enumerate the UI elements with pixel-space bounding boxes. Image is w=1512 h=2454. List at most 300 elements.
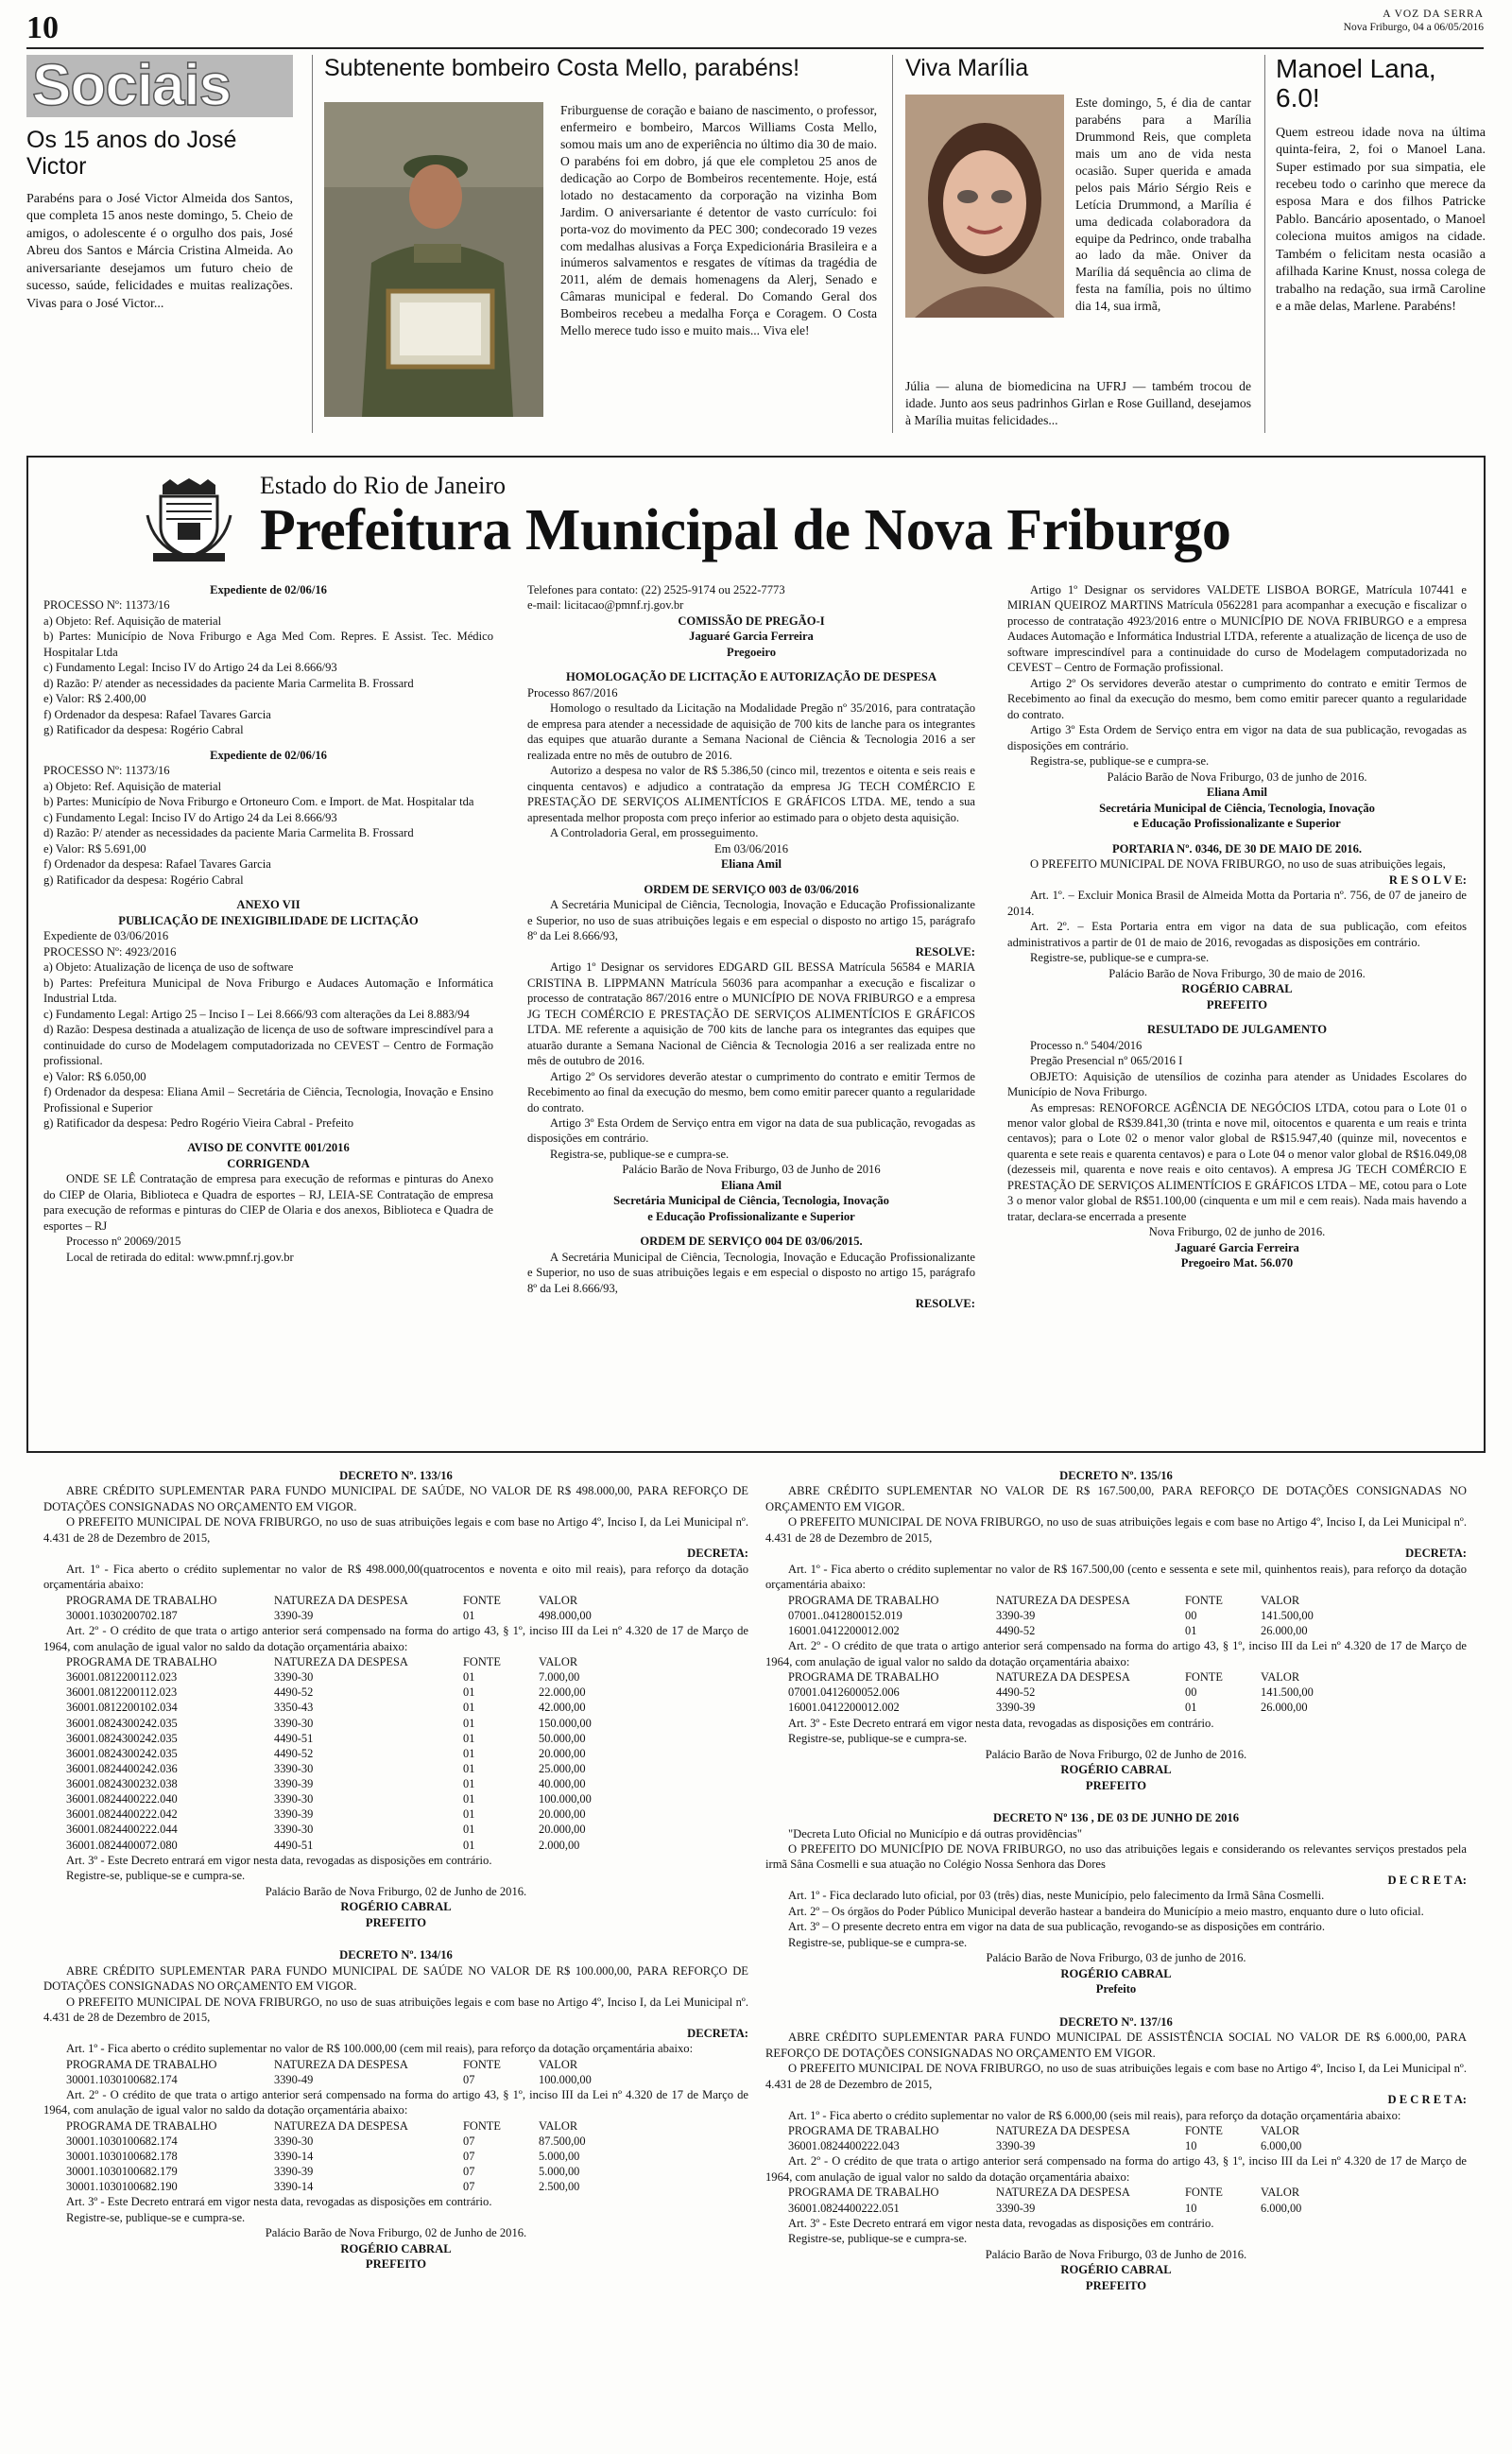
table-cell: 36001.0824300232.038 <box>66 1777 178 1791</box>
table-cell: 22.000,00 <box>539 1685 586 1700</box>
budget-table <box>66 2057 633 2087</box>
column-header: FONTE <box>463 2057 501 2071</box>
column-divider <box>312 55 313 433</box>
notice-paragraph: f) Ordenador da despesa: Rafael Tavares Garcia <box>43 707 271 721</box>
notice-paragraph: c) Fundamento Legal: Inciso IV do Artigo 24 da Lei 8.666/93 <box>43 810 337 824</box>
decree-article: Art. 1º - Fica aberto o crédito suplementar no valor de R$ 498.000,00(quatrocentos e noventa e oito mil reais), para reforço da dotação orçamentária abaixo: <box>43 1562 748 1592</box>
notice-paragraph: e) Valor: R$ 6.050,00 <box>43 1069 146 1083</box>
decree-signature-title: PREFEITO <box>1085 1778 1147 1792</box>
decree-decreta: D E C R E T A: <box>1387 2093 1467 2107</box>
table-cell: 26.000,00 <box>1261 1701 1308 1715</box>
column-header: PROGRAMA DE TRABALHO <box>788 1670 939 1685</box>
table-header-row <box>66 2118 633 2134</box>
column-header: FONTE <box>1185 1593 1223 1607</box>
table-cell: 4490-52 <box>274 1685 314 1700</box>
sociais-banner <box>26 55 293 117</box>
table-cell: 01 <box>463 1807 475 1822</box>
notice-paragraph: Registra-se, publique-se e cumpra-se. <box>1030 754 1210 769</box>
notice-paragraph: A Controladoria Geral, em prosseguimento. <box>550 826 759 840</box>
decree-signature: ROGÉRIO CABRAL <box>1060 1966 1172 1980</box>
decree-registre: Registre-se, publique-se e cumpra-se. <box>66 2210 246 2224</box>
notice-paragraph: Eliana Amil <box>720 1178 782 1192</box>
decree-article: Art. 2º – Os órgãos do Poder Público Municipal deverão hastear a bandeira do Município a meio mastro, enquanto dure o luto oficial. <box>788 1904 1424 1918</box>
notice-paragraph: e) Valor: R$ 2.400,00 <box>43 692 146 706</box>
column-header: VALOR <box>539 2057 578 2071</box>
table-cell: 3390-39 <box>996 2201 1036 2215</box>
table-cell: 5.000,00 <box>539 2150 580 2163</box>
notice-paragraph: Pregão Presencial nº 065/2016 I <box>1030 1054 1183 1068</box>
notice-paragraph: Local de retirada do edital: www.pmnf.rj.gov.br <box>66 1250 294 1264</box>
notice-paragraph: g) Ratificador da despesa: Rogério Cabral <box>43 873 244 887</box>
decree-article: Art. 1º - Fica aberto o crédito suplementar no valor de R$ 167.500,00 (cento e sessenta e sete mil, quinhentos reais), para reforço da dotação orçamentária abaixo: <box>765 1562 1467 1592</box>
table-cell: 00 <box>1185 1609 1197 1622</box>
estado-label: Estado do Rio de Janeiro <box>260 472 506 499</box>
notice-paragraph: Eliana Amil <box>720 857 782 872</box>
notice-paragraph: e Educação Profissionalizante e Superior <box>647 1209 855 1223</box>
notice-paragraph: e-mail: licitacao@pmnf.rj.gov.br <box>527 598 684 613</box>
table-cell: 50.000,00 <box>539 1731 586 1745</box>
notice-paragraph: AVISO DE CONVITE 001/2016 <box>187 1141 350 1155</box>
notice-paragraph: COMISSÃO DE PREGÃO-I <box>678 614 825 628</box>
notice-paragraph: Palácio Barão de Nova Friburgo, 03 de Junho de 2016 <box>622 1163 881 1177</box>
table-cell: 100.000,00 <box>539 1792 592 1806</box>
notice-paragraph: Jaguaré Garcia Ferreira <box>1175 1240 1299 1254</box>
column-header: VALOR <box>539 1655 578 1669</box>
notice-paragraph: g) Ratificador da despesa: Pedro Rogério Vieira Cabral - Prefeito <box>43 1115 354 1130</box>
notice-paragraph: c) Fundamento Legal: Artigo 25 – Inciso I – Lei 8.666/93 com alterações da Lei 8.883/94 <box>43 1007 470 1021</box>
column-header: PROGRAMA DE TRABALHO <box>788 2186 939 2200</box>
spacer <box>527 660 975 669</box>
table-row <box>66 1776 633 1791</box>
table-cell: 36001.0824400222.040 <box>66 1792 178 1806</box>
notice-paragraph: ANEXO VII <box>236 898 301 912</box>
header-rule <box>26 47 1484 49</box>
decree-registre: Registre-se, publique-se e cumpra-se. <box>66 1869 246 1883</box>
decree-article: Art. 2º - O crédito de que trata o artigo anterior será compensado na forma do artigo 43, § 1º, inciso III da Lei nº 4.320 de 17 de Março de 1964, com anulação de igual valor no saldo da dotação orçamentária abaixo: <box>43 1624 748 1653</box>
notice-paragraph: Processo 867/2016 <box>527 685 618 700</box>
notice-paragraph: Pregoeiro <box>727 645 776 659</box>
table-cell: 4490-52 <box>996 1685 1036 1700</box>
table-cell: 3390-30 <box>274 2134 314 2148</box>
decree-registre: Registre-se, publique-se e cumpra-se. <box>788 2232 968 2246</box>
table-cell: 30001.1030100682.174 <box>66 2134 178 2148</box>
decree-signature: ROGÉRIO CABRAL <box>340 1900 452 1914</box>
table-header-row <box>788 1593 1355 1608</box>
table-row <box>788 1700 1355 1715</box>
table-cell: 3390-14 <box>274 2150 314 2163</box>
table-cell: 3390-49 <box>274 2072 314 2086</box>
prefeitura-title: Prefeitura Municipal de Nova Friburgo <box>260 498 1231 562</box>
decree-palacio: Palácio Barão de Nova Friburgo, 02 de Junho de 2016. <box>985 1747 1247 1761</box>
column-header: VALOR <box>1261 2186 1300 2200</box>
table-cell: 3390-30 <box>274 1792 314 1806</box>
table-cell: 87.500,00 <box>539 2134 586 2148</box>
table-cell: 01 <box>463 1716 475 1730</box>
notice-paragraph: PROCESSO Nº: 4923/2016 <box>43 944 177 959</box>
table-cell: 20.000,00 <box>539 1807 586 1822</box>
notice-paragraph: Expediente de 03/06/2016 <box>43 929 169 943</box>
column-header: FONTE <box>1185 2186 1223 2200</box>
column-header: VALOR <box>539 2118 578 2133</box>
decree-article: Art. 2º - O crédito de que trata o artigo anterior será compensado na forma do artigo 43, § 1º, inciso III da Lei nº 4.320 de 17 de Março de 1964, com anulação de igual valor no saldo da dotação orçamentária abaixo: <box>765 1639 1467 1668</box>
decree-article: Art. 3º - Este Decreto entrará em vigor nesta data, revogadas as disposições em contrário. <box>788 2216 1214 2230</box>
decree-decreta: D E C R E T A: <box>1387 1873 1467 1887</box>
column-header: FONTE <box>463 2118 501 2133</box>
notice-paragraph: Expediente de 02/06/16 <box>210 748 327 762</box>
table-row <box>66 1822 633 1837</box>
notice-paragraph: CORRIGENDA <box>227 1156 310 1170</box>
page-number: 10 <box>26 10 59 45</box>
table-cell: 150.000,00 <box>539 1716 592 1730</box>
table-row <box>788 1685 1355 1700</box>
table-header-row <box>66 1593 633 1608</box>
decree-article: Art. 1º - Fica aberto o crédito suplementar no valor de R$ 100.000,00 (cem mil reais), para reforço da dotação orçamentária abaixo: <box>66 2042 694 2056</box>
notice-paragraph: Registre-se, publique-se e cumpra-se. <box>1030 951 1210 965</box>
notice-paragraph: O PREFEITO MUNICIPAL DE NOVA FRIBURGO, no uso de suas atribuições legais, <box>1030 857 1446 872</box>
column-header: PROGRAMA DE TRABALHO <box>788 1593 939 1607</box>
publication-name: A VOZ DA SERRA <box>1383 9 1484 20</box>
notice-paragraph: PUBLICAÇÃO DE INEXIGIBILIDADE DE LICITAÇÃO <box>118 913 419 927</box>
table-header-row <box>66 2057 633 2072</box>
notice-paragraph: Artigo 3º Esta Ordem de Serviço entra em vigor na data de sua publicação, revogadas as disposições em contrário. <box>1007 723 1467 752</box>
table-row <box>788 2138 1355 2153</box>
table-header-row <box>788 2123 1355 2138</box>
table-cell: 4490-51 <box>274 1838 314 1852</box>
table-cell: 3390-39 <box>274 1609 314 1622</box>
sociais-body: Parabéns para o José Victor Almeida dos Santos, que completa 15 anos neste domingo, 5. Cheio de amigos, o adolescente é o orgulho dos pais, José Abreu dos Santos e Márcia Cristina Almeida. Ao aniversariante desejamos um futuro cheio de sucesso, saúde, felicidades e muitas realizações. Vivas para o José Victor... <box>26 192 293 311</box>
decree-palacio: Palácio Barão de Nova Friburgo, 02 de Junho de 2016. <box>265 1884 527 1898</box>
prefeitura-column-1 <box>43 582 493 1265</box>
column-header: PROGRAMA DE TRABALHO <box>66 1593 217 1607</box>
table-cell: 25.000,00 <box>539 1761 586 1775</box>
notice-paragraph: ORDEM DE SERVIÇO 003 de 03/06/2016 <box>644 882 859 896</box>
decree-article: Art. 3º - Este Decreto entrará em vigor nesta data, revogadas as disposições em contrário. <box>788 1716 1214 1730</box>
table-cell: 07001..0412800152.019 <box>788 1609 902 1622</box>
spacer <box>765 1793 1467 1810</box>
table-cell: 141.500,00 <box>1261 1609 1314 1622</box>
table-cell: 20.000,00 <box>539 1823 586 1837</box>
table-cell: 2.000,00 <box>539 1838 580 1852</box>
decree-palacio: Palácio Barão de Nova Friburgo, 02 de Junho de 2016. <box>265 2226 527 2240</box>
budget-table <box>66 2118 633 2195</box>
notice-paragraph: Processo nº 20069/2015 <box>66 1235 181 1249</box>
notice-paragraph: OBJETO: Aquisição de utensílios de cozinha para atender as Unidades Escolares do Município de Nova Friburgo. <box>1007 1069 1467 1099</box>
notice-paragraph: ROGÉRIO CABRAL <box>1181 982 1293 996</box>
table-cell: 30001.1030100682.190 <box>66 2180 178 2194</box>
notice-paragraph: Artigo 2º Os servidores deverão atestar o cumprimento do contrato e emitir Termos de Recebimento ao final da execução do mesmo, bem como emitir parecer quanto a regularidade do contrato. <box>527 1069 975 1115</box>
notice-paragraph: f) Ordenador da despesa: Eliana Amil – Secretária de Ciência, Tecnologia, Inovação e Ensino Profissional e Superior <box>43 1085 493 1115</box>
notice-paragraph: Secretária Municipal de Ciência, Tecnologia, Inovação <box>1099 801 1375 815</box>
table-cell: 3390-39 <box>274 1777 314 1791</box>
table-row <box>66 1746 633 1761</box>
bombeiro-title: Subtenente bombeiro Costa Mello, parabéns! <box>324 55 800 81</box>
table-cell: 40.000,00 <box>539 1777 586 1791</box>
spacer <box>765 2293 1467 2310</box>
table-cell: 3390-39 <box>996 1609 1036 1622</box>
table-row <box>788 1623 1355 1638</box>
column-header: FONTE <box>463 1593 501 1607</box>
table-cell: 30001.1030100682.178 <box>66 2150 178 2163</box>
decree-preamble: O PREFEITO MUNICIPAL DE NOVA FRIBURGO, no uso de suas atribuições legais e com base no Artigo 4º, Inciso I, da Lei Municipal nº. 4.431 de 28 de Dezembro de 2015, <box>765 2062 1467 2091</box>
notice-paragraph: R E S O L V E: <box>1388 873 1467 887</box>
table-cell: 36001.0824400242.036 <box>66 1761 178 1775</box>
budget-table <box>788 1593 1355 1638</box>
spacer <box>43 1131 493 1140</box>
table-cell: 01 <box>463 1670 475 1685</box>
notice-paragraph: Secretária Municipal de Ciência, Tecnologia, Inovação <box>613 1194 889 1208</box>
decree-title: DECRETO Nº. 133/16 <box>339 1469 453 1482</box>
table-cell: 7.000,00 <box>539 1670 580 1685</box>
column-divider <box>1264 55 1265 433</box>
table-row <box>66 1761 633 1776</box>
notice-paragraph: Art. 2º. – Esta Portaria entra em vigor na data de sua publicação, com efeitos administrativos a partir de 01 de maio de 2016, revogadas as disposições em contrário. <box>1007 920 1467 949</box>
budget-table <box>788 1669 1355 1715</box>
table-cell: 36001.0812200112.023 <box>66 1685 178 1700</box>
table-cell: 30001.1030100682.179 <box>66 2165 178 2179</box>
decree-ementa: "Decreta Luto Oficial no Município e dá outras providências" <box>788 1826 1083 1840</box>
manoel-title: Manoel Lana, 6.0! <box>1276 54 1436 112</box>
notice-paragraph: HOMOLOGAÇÃO DE LICITAÇÃO E AUTORIZAÇÃO DE DESPESA <box>565 670 937 684</box>
table-cell: 01 <box>463 1777 475 1791</box>
notice-paragraph: As empresas: RENOFORCE AGÊNCIA DE NEGÓCIOS LTDA, cotou para o Lote 01 o menor valor global de R$39.841,30 (trinta e nove mil, oitocentos e quarenta e um reais e trinta centavos); para o Lote 02 o menor valor global de R$15.947,40 (quinze mil, novecentos e quarenta e sete reais e quarenta centavos) e para o Lote 04 o menor valor global de R$16.049,08 (dezesseis mil, quarenta e nove reais e oito centavos). A empresa JG TECH COMÉRCIO E PRESTAÇÃO DE SERVIÇOS ALIMENTÍCIOS E GRÁFICOS LTDA – ME, cotou para o Lote 3 o menor valor global de R$51.100,00 (cinquenta e um mil e cem reais). Nada mais havendo a tratar, declara-se encerrada a presente <box>1007 1100 1467 1223</box>
decree-signature-title: PREFEITO <box>1085 2278 1147 2292</box>
notice-paragraph: ONDE SE LÊ Contratação de empresa para execução de reformas e pinturas do Anexo do CIEP de Olaria, Biblioteca e Quadra de esportes – RJ, LEIA-SE Contratação de empresa para execução de reformas e pinturas do CIEP de Olaria e dos anexos, Biblioteca e Quadra de esportes – RJ <box>43 1172 493 1233</box>
column-header: NATUREZA DA DESPESA <box>274 2057 408 2071</box>
table-cell: 3350-43 <box>274 1701 314 1715</box>
notice-paragraph: PREFEITO <box>1206 997 1268 1011</box>
table-cell: 36001.0824300242.035 <box>66 1731 178 1745</box>
decree-ementa: ABRE CRÉDITO SUPLEMENTAR PARA FUNDO MUNICIPAL DE SAÚDE, NO VALOR DE R$ 498.000,00, PARA REFORÇO DE DOTAÇÕES CONSIGNADAS NO ORÇAMENTO EM VIGOR. <box>43 1484 748 1513</box>
decree-article: Art. 1º - Fica declarado luto oficial, por 03 (três) dias, neste Município, pelo falecimento da Irmã Sâna Cosmelli. <box>788 1889 1325 1903</box>
table-cell: 30001.1030200702.187 <box>66 1609 178 1622</box>
column-header: NATUREZA DA DESPESA <box>996 2186 1130 2200</box>
notice-paragraph: a) Objeto: Ref. Aquisição de material <box>43 614 222 628</box>
decree-signature: ROGÉRIO CABRAL <box>1060 2263 1172 2277</box>
decree-title: DECRETO Nº 136 , DE 03 DE JUNHO DE 2016 <box>992 1811 1240 1825</box>
table-cell: 16001.0412200012.002 <box>788 1624 900 1638</box>
table-cell: 3390-39 <box>996 2139 1036 2153</box>
table-cell: 01 <box>463 1685 475 1700</box>
table-cell: 42.000,00 <box>539 1701 586 1715</box>
table-cell: 01 <box>463 1823 475 1837</box>
column-divider <box>892 55 893 433</box>
table-row <box>66 1791 633 1806</box>
decree-title: DECRETO Nº. 134/16 <box>339 1948 453 1962</box>
table-cell: 36001.0824400222.051 <box>788 2201 900 2215</box>
decree-article: Art. 1º - Fica aberto o crédito suplementar no valor de R$ 6.000,00 (seis mil reais), para reforço da dotação orçamentária abaixo: <box>788 2108 1401 2122</box>
notice-paragraph: Artigo 1º Designar os servidores EDGARD GIL BESSA Matrícula 56584 e MARIA CRISTINA B. LIPPMANN Matrícula 56036 para acompanhar a execução e fiscalizar o processo de contratação 867/2016 entre o MUNICÍPIO DE NOVA FRIBURGO e a empresa JG TECH COMÉRCIO E PRESTAÇÃO DE SERVIÇOS ALIMENTÍCIOS E GRÁFICOS LTDA. ME referente a aquisição de 700 kits de lanche para os integrantes das equipes que atuarão durante a Semana Nacional de Ciência & Tecnologia 2016 a ser realizada entre no mês de outubro de 2016. <box>527 960 975 1068</box>
table-cell: 498.000,00 <box>539 1609 592 1622</box>
notice-paragraph: RESOLVE: <box>915 1297 975 1311</box>
decree-palacio: Palácio Barão de Nova Friburgo, 03 de junho de 2016. <box>986 1951 1246 1965</box>
marilia-photo <box>905 95 1064 318</box>
table-cell: 26.000,00 <box>1261 1624 1308 1638</box>
notice-paragraph: Em 03/06/2016 <box>713 841 788 855</box>
marilia-title: Viva Marília <box>905 55 1029 81</box>
table-cell: 4490-52 <box>996 1624 1036 1638</box>
table-row <box>66 2179 633 2194</box>
table-cell: 01 <box>1185 1701 1197 1715</box>
notice-paragraph: Telefones para contato: (22) 2525-9174 ou 2522-7773 <box>527 583 785 596</box>
notice-paragraph: Artigo 1º Designar os servidores VALDETE LISBOA BORGE, Matrícula 107441 e MIRIAN QUEIROZ MARTINS Matrícula 0562281 para acompanhar a execução e fiscalizar o processo de contratação 4923/2016 entre o MUNICÍPIO DE NOVA FRIBURGO e a empresa Audaces Automação e Informática Industrial LTDA, referente a atualização de licença de uso de software imprescindível para a continuidade do curso de Modelagem computadorizada no CEVEST – Centro de Formação profissional. <box>1007 583 1467 675</box>
table-cell: 07 <box>463 2134 475 2148</box>
table-row <box>66 1716 633 1731</box>
decree-signature-title: PREFEITO <box>365 1915 427 1929</box>
table-cell: 30001.1030100682.174 <box>66 2072 178 2086</box>
table-cell: 3390-30 <box>274 1716 314 1730</box>
prefeitura-column-2 <box>527 582 975 1312</box>
budget-table <box>788 2185 1355 2215</box>
decree-signature: ROGÉRIO CABRAL <box>340 2241 452 2255</box>
notice-paragraph: b) Partes: Município de Nova Friburgo e Ortoneuro Com. e Import. de Mat. Hospitalar tda <box>43 795 474 809</box>
table-header-row <box>66 1654 633 1669</box>
notice-paragraph: Processo n.º 5404/2016 <box>1030 1038 1143 1052</box>
coat-of-arms-icon <box>142 477 236 562</box>
table-cell: 36001.0824400222.043 <box>788 2139 900 2153</box>
table-cell: 01 <box>463 1701 475 1715</box>
decree-ementa: ABRE CRÉDITO SUPLEMENTAR NO VALOR DE R$ 167.500,00, PARA REFORÇO DE DOTAÇÕES CONSIGNADAS NO ORÇAMENTO EM VIGOR. <box>765 1484 1467 1513</box>
notice-paragraph: A Secretária Municipal de Ciência, Tecnologia, Inovação e Educação Profissionalizante e Superior, no uso de suas atribuições legais e em especial o disposto no artigo 15, parágrafo 8º da Lei 8.666/93, <box>527 898 975 943</box>
table-cell: 141.500,00 <box>1261 1685 1314 1700</box>
notice-paragraph: Palácio Barão de Nova Friburgo, 03 de junho de 2016. <box>1107 769 1367 784</box>
notice-paragraph: PROCESSO Nº: 11373/16 <box>43 764 170 778</box>
budget-table <box>66 1593 633 1623</box>
decree-palacio: Palácio Barão de Nova Friburgo, 03 de Junho de 2016. <box>985 2247 1247 2261</box>
table-row <box>66 1685 633 1700</box>
table-cell: 2.500,00 <box>539 2180 580 2194</box>
decree-registre: Registre-se, publique-se e cumpra-se. <box>788 1732 968 1746</box>
table-cell: 36001.0824400072.080 <box>66 1838 178 1852</box>
table-cell: 36001.0824400222.044 <box>66 1823 178 1837</box>
table-cell: 6.000,00 <box>1261 2139 1302 2153</box>
bombeiro-article <box>324 55 877 338</box>
table-cell: 36001.0812200102.034 <box>66 1701 178 1715</box>
notice-paragraph: c) Fundamento Legal: Inciso IV do Artigo 24 da Lei 8.666/93 <box>43 661 337 675</box>
decree-decreta: DECRETA: <box>687 1547 748 1561</box>
table-cell: 100.000,00 <box>539 2072 592 2086</box>
decretos-right-column <box>765 1468 1467 2310</box>
notice-paragraph: e Educação Profissionalizante e Superior <box>1133 817 1341 831</box>
column-header: NATUREZA DA DESPESA <box>996 1593 1130 1607</box>
notice-paragraph: Artigo 3º Esta Ordem de Serviço entra em vigor na data de sua publicação, revogadas as disposições em contrário. <box>527 1115 975 1146</box>
marilia-figure <box>905 95 1064 318</box>
decree-article: Art. 2º - O crédito de que trata o artigo anterior será compensado na forma do artigo 43, § 1º, inciso III da Lei nº 4.320 de 17 de Março de 1964, com anulação de igual valor no saldo da dotação orçamentária abaixo: <box>765 2154 1467 2184</box>
decree-title: DECRETO Nº. 135/16 <box>1059 1469 1173 1482</box>
decree-article: Art. 3º – O presente decreto entra em vigor na data de sua publicação, revogando-se as disposições em contrário. <box>788 1920 1325 1934</box>
notice-paragraph: b) Partes: Prefeitura Municipal de Nova Friburgo e Audaces Automação e Informática Industrial Ltda. <box>43 976 493 1006</box>
sociais-label: Sociais <box>32 53 232 119</box>
table-row <box>66 2072 633 2087</box>
notice-paragraph: Art. 1º. – Excluir Monica Brasil de Almeida Motta da Portaria nº. 756, de 07 de janeiro de 2014. <box>1007 889 1467 918</box>
decree-preamble: O PREFEITO MUNICIPAL DE NOVA FRIBURGO, no uso de suas atribuições legais e com base no Artigo 4º, Inciso I, da Lei Municipal nº. 4.431 de 28 de Dezembro de 2015, <box>765 1515 1467 1545</box>
decree-ementa: ABRE CRÉDITO SUPLEMENTAR PARA FUNDO MUNICIPAL DE ASSISTÊNCIA SOCIAL NO VALOR DE R$ 6.000,00, PARA REFORÇO DE DOTAÇÕES CONSIGNADAS NO ORÇAMENTO EM VIGOR. <box>765 2031 1467 2060</box>
column-header: PROGRAMA DE TRABALHO <box>66 1655 217 1669</box>
notice-paragraph: Artigo 2º Os servidores deverão atestar o cumprimento do contrato e emitir Termos de Recebimento ao final da execução do mesmo, bem como emitir parecer quanto a regularidade do contrato. <box>1007 676 1467 721</box>
decree-article: Art. 3º - Este Decreto entrará em vigor nesta data, revogadas as disposições em contrário. <box>66 2195 492 2209</box>
table-cell: 3390-39 <box>274 1807 314 1822</box>
decree-ementa: ABRE CRÉDITO SUPLEMENTAR PARA FUNDO MUNICIPAL DE SAÚDE NO VALOR DE R$ 100.000,00, PARA REFORÇO DE DOTAÇÕES CONSIGNADAS NO ORÇAMENTO EM VIGOR. <box>43 1963 748 1994</box>
notice-paragraph: A Secretária Municipal de Ciência, Tecnologia, Inovação e Educação Profissionalizante e Superior, no uso de suas atribuições legais e em especial o disposto no artigo 15, parágrafo 8º da Lei 8.666/93, <box>527 1250 975 1295</box>
budget-table <box>788 2123 1355 2153</box>
table-row <box>788 2201 1355 2216</box>
table-cell: 00 <box>1185 1685 1197 1700</box>
table-cell: 01 <box>463 1746 475 1760</box>
table-row <box>66 1608 633 1623</box>
decree-article: Art. 2º - O crédito de que trata o artigo anterior será compensado na forma do artigo 43, § 1º, inciso III da Lei nº 4.320 de 17 de Março de 1964, com anulação de igual valor no saldo da dotação orçamentária abaixo: <box>43 2087 748 2117</box>
manoel-article <box>1276 55 1486 317</box>
column-header: VALOR <box>1261 1593 1300 1607</box>
table-row <box>66 1806 633 1822</box>
marilia-article <box>905 55 1251 427</box>
notice-paragraph: PROCESSO Nº: 11373/16 <box>43 598 170 613</box>
notice-paragraph: RESULTADO DE JULGAMENTO <box>1146 1023 1328 1037</box>
bombeiro-photo <box>324 102 543 417</box>
table-cell: 10 <box>1185 2139 1197 2153</box>
spacer <box>43 1930 748 1947</box>
table-cell: 6.000,00 <box>1261 2201 1302 2215</box>
spacer <box>527 873 975 882</box>
table-cell: 07 <box>463 2180 475 2194</box>
table-cell: 3390-14 <box>274 2180 314 2194</box>
table-cell: 5.000,00 <box>539 2165 580 2179</box>
notice-paragraph: Nova Friburgo, 02 de junho de 2016. <box>1148 1225 1326 1239</box>
notice-paragraph: Registra-se, publique-se e cumpra-se. <box>550 1147 730 1161</box>
decree-preamble: O PREFEITO MUNICIPAL DE NOVA FRIBURGO, no uso de suas atribuições legais e com base no Artigo 4º, Inciso I, da Lei Municipal nº. 4.431 de 28 de Dezembro de 2015, <box>43 1995 748 2025</box>
table-header-row <box>788 2185 1355 2200</box>
table-header-row <box>788 1669 1355 1685</box>
table-row <box>66 1838 633 1853</box>
spacer <box>43 888 493 897</box>
table-cell: 01 <box>463 1761 475 1775</box>
spacer <box>765 1997 1467 2014</box>
table-row <box>66 2134 633 2149</box>
notice-paragraph: a) Objeto: Atualização de licença de uso de software <box>43 960 294 975</box>
notice-paragraph: b) Partes: Município de Nova Friburgo e Aga Med Com. Repres. E Assist. Tec. Médico Hospitalar Ltda <box>43 630 493 659</box>
table-row <box>66 2164 633 2179</box>
notice-paragraph: Eliana Amil <box>1206 786 1268 800</box>
table-cell: 07 <box>463 2150 475 2163</box>
dateline: Nova Friburgo, 04 a 06/05/2016 <box>1343 22 1484 34</box>
column-header: FONTE <box>1185 2124 1223 2138</box>
notice-paragraph: e) Valor: R$ 5.691,00 <box>43 841 146 855</box>
spacer <box>43 738 493 748</box>
column-header: FONTE <box>463 1655 501 1669</box>
masthead <box>1344 8 1484 35</box>
table-cell: 01 <box>463 1731 475 1745</box>
table-row <box>66 1731 633 1746</box>
notice-paragraph: f) Ordenador da despesa: Rafael Tavares Garcia <box>43 857 271 872</box>
decree-decreta: DECRETA: <box>1405 1547 1467 1561</box>
table-cell: 07 <box>463 2165 475 2179</box>
prefeitura-column-3 <box>1007 582 1467 1271</box>
column-header: PROGRAMA DE TRABALHO <box>788 2124 939 2138</box>
table-row <box>788 1608 1355 1623</box>
decretos-left-column <box>43 1468 748 2290</box>
table-cell: 01 <box>463 1609 475 1622</box>
notice-paragraph: PORTARIA Nº. 0346, DE 30 DE MAIO DE 2016. <box>1111 841 1363 855</box>
sociais-column <box>26 55 293 313</box>
column-header: NATUREZA DA DESPESA <box>274 1593 408 1607</box>
spacer <box>1007 1012 1467 1022</box>
table-cell: 01 <box>463 1838 475 1852</box>
marilia-body-bottom: Júlia — aluna de biomedicina na UFRJ — também trocou de idade. Junto aos seus padrinhos Girlan e Rose Guilland, desejamos à Marília muitas felicidades... <box>905 379 1251 427</box>
table-row <box>66 2149 633 2164</box>
column-header: NATUREZA DA DESPESA <box>996 1670 1130 1685</box>
notice-paragraph: Homologo o resultado da Licitação na Modalidade Pregão nº 35/2016, para contratação de empresa para atender a necessidade de aquisição de 700 kits de lanche para os integrantes das equipes que atuarão durante a Semana Nacional de Ciência & Tecnologia 2016 a ser realizada entre no mês de outubro de 2016. <box>527 701 975 762</box>
column-header: NATUREZA DA DESPESA <box>274 2118 408 2133</box>
spacer <box>1007 832 1467 841</box>
decree-signature-title: PREFEITO <box>365 2257 427 2272</box>
